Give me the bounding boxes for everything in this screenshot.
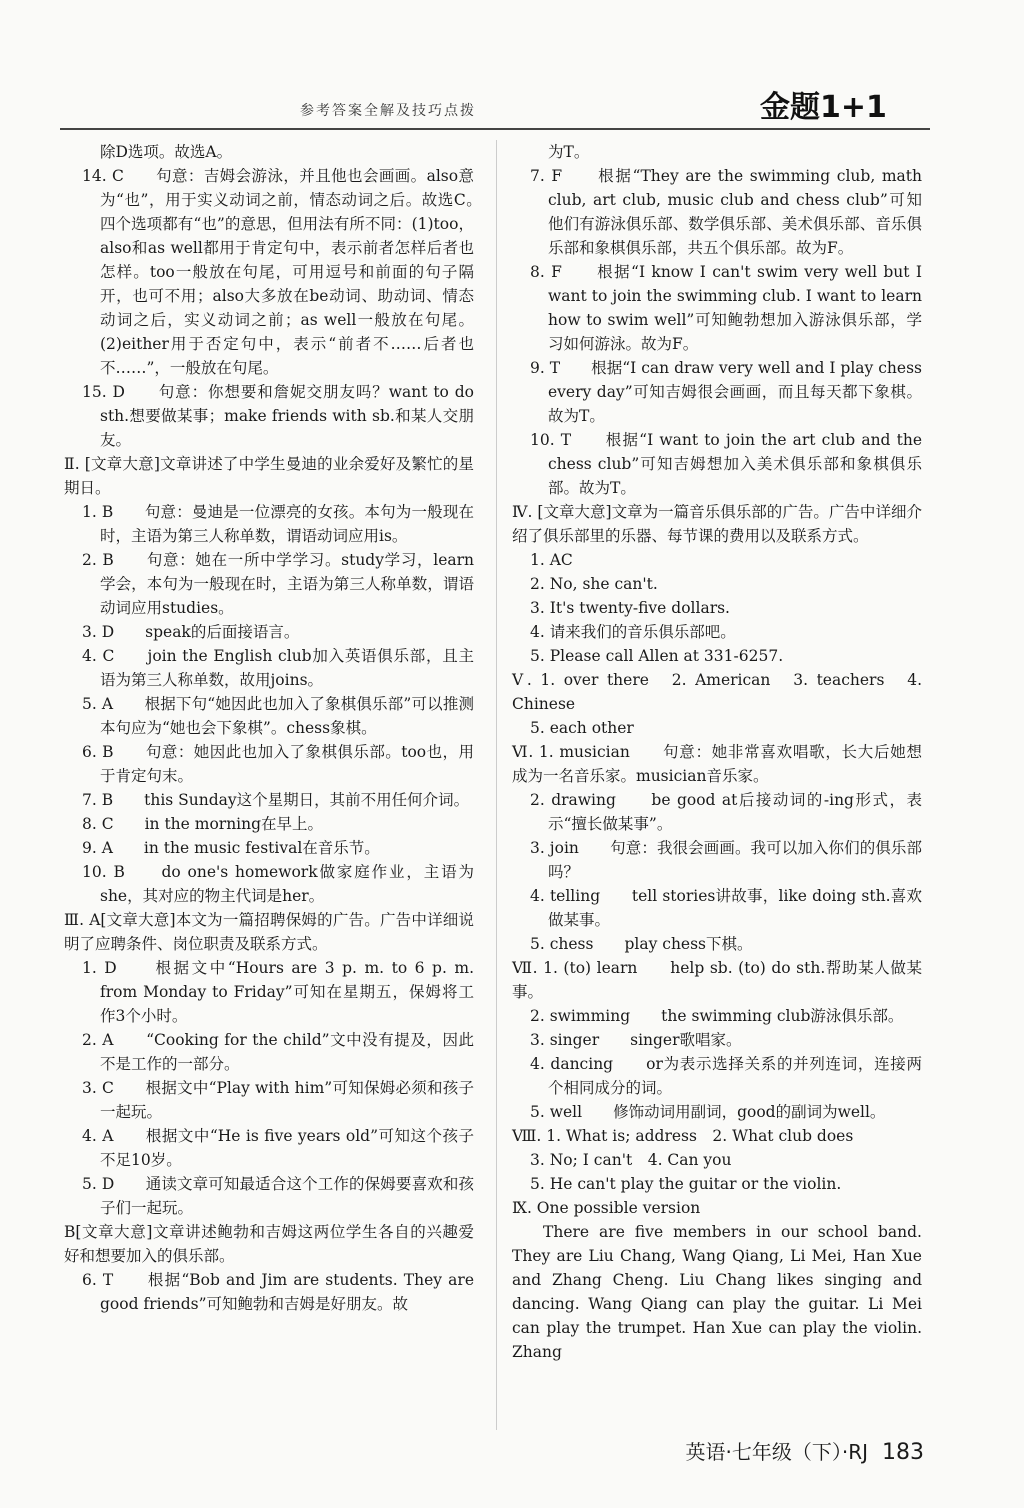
answer-item: 6. B 句意：她因此也加入了象棋俱乐部。too也，用于肯定句末。 [82, 743, 474, 785]
section-heading: Ⅸ. One possible version [512, 1199, 701, 1217]
answer-item: 6. T 根据“Bob and Jim are students. They are good friends”可知鲍勃和吉姆是好朋友。故 [82, 1271, 474, 1313]
answer-item: 10. T 根据“I want to join the art club and the chess club”可知吉姆想加入美术俱乐部和象棋俱乐部。故为T。 [530, 431, 922, 497]
section-heading: Ⅶ. 1. (to) learn help sb. (to) do sth.帮助某人做某事。 [512, 959, 922, 1001]
answer-item: 2. B 句意：她在一所中学学习。study学习，learn学会，本句为一般现在时，主语为第三人称单数，谓语动词应用studies。 [82, 551, 474, 617]
answer-item: 4. dancing or为表示选择关系的并列连词，连接两个相同成分的词。 [530, 1055, 922, 1097]
section-heading: Ⅵ. 1. musician 句意：她非常喜欢唱歌，长大后她想成为一名音乐家。musician音乐家。 [512, 743, 922, 785]
answer-item: 4. 请来我们的音乐俱乐部吧。 [530, 623, 736, 641]
header-rule [60, 128, 930, 130]
answer-item: 4. telling tell stories讲故事，like doing sth.喜欢做某事。 [530, 887, 922, 929]
answer-item: 4. A 根据文中“He is five years old”可知这个孩子不足10岁。 [82, 1127, 474, 1169]
answer-item: 5. well 修饰动词用副词，good的副词为well。 [530, 1103, 886, 1121]
answer-item: 3. D speak的后面接语言。 [82, 623, 300, 641]
answer-item: 2. drawing be good at后接动词的-ing形式，表示“擅长做某事”。 [530, 791, 922, 833]
section-heading: Ⅲ. A[文章大意]本文为一篇招聘保姆的广告。广告中详细说明了应聘条件、岗位职责及联系方式。 [64, 911, 474, 953]
answer-item: 2. A “Cooking for the child”文中没有提及，因此不是工作的一部分。 [82, 1031, 474, 1073]
section-heading: Ⅷ. 1. What is; address 2. What club does [512, 1127, 854, 1145]
answer-item: 3. C 根据文中“Play with him”可知保姆必须和孩子一起玩。 [82, 1079, 474, 1121]
answer-item: 5. D 通读文章可知最适合这个工作的保姆要喜欢和孩子们一起玩。 [82, 1175, 474, 1217]
answer-item: 15. D 句意：你想要和詹妮交朋友吗？want to do sth.想要做某事；make friends with sb.和某人交朋友。 [82, 383, 474, 449]
answer-item: 3. It's twenty-five dollars. [530, 599, 730, 617]
section-heading: Ⅴ. 1. over there 2. American 3. teachers 4. Chinese [512, 671, 922, 713]
answer-item: 3. join 句意：我很会画画。我可以加入你们的俱乐部吗？ [530, 839, 922, 881]
answer-item: 5. A 根据下句“她因此也加入了象棋俱乐部”可以推测本句应为“她也会下象棋”。chess象棋。 [82, 695, 474, 737]
answer-item: 5. chess play chess下棋。 [530, 935, 753, 953]
page-header [0, 0, 1024, 140]
answer-item: 9. T 根据“I can draw very well and I play chess every day”可知吉姆很会画画，而且每天都下象棋。故为T。 [530, 359, 922, 425]
answer-item: 3. No; I can't 4. Can you [530, 1151, 732, 1169]
answer-item: 1. AC [530, 551, 573, 569]
answer-item: 3. singer singer歌唱家。 [530, 1031, 742, 1049]
page-footer [685, 1436, 924, 1465]
answer-item: 5. Please call Allen at 331-6257. [530, 647, 784, 665]
continued-text: 除D选项。故选A。 [100, 143, 233, 161]
brand-logo: 金题1+1 [760, 90, 887, 125]
footer-label: 英语·七年级（下）·RJ [685, 1440, 868, 1464]
answer-item: 5. each other [530, 719, 634, 737]
section-heading: Ⅳ. [文章大意]文章为一篇音乐俱乐部的广告。广告中详细介绍了俱乐部里的乐器、每节课的费用以及联系方式。 [512, 503, 922, 545]
answer-item: 2. swimming the swimming club游泳俱乐部。 [530, 1007, 904, 1025]
continued-text: 为T。 [548, 143, 590, 161]
answer-item: 7. B this Sunday这个星期日，其前不用任何介词。 [82, 791, 470, 809]
answer-item: 7. F 根据“They are the swimming club, math club, art club, music club and chess club”可知他们有游泳俱乐部、数学俱乐部、美术俱乐部、音乐俱乐部和象棋俱乐部，共五个俱乐部。故为F。 [530, 167, 922, 257]
right-column [512, 140, 922, 1428]
section-heading: B[文章大意]文章讲述鲍勃和吉姆这两位学生各自的兴趣爱好和想要加入的俱乐部。 [64, 1223, 474, 1265]
answer-item: 14. C 句意：吉姆会游泳，并且他也会画画。also意为“也”，用于实义动词之前，情态动词之后。故选C。 四个选项都有“也”的意思，但用法有所不同：(1)too，also和as well都用于肯定句中，表示前者怎样后者也怎样。too一般放在句尾，可用逗号和前面的句子隔开，也可不用；also大多放在be动词、助动词、情态动词之后，实义动词之前；as well一般放在句尾。(2)either用于否定句中，表示“前者不……后者也不……”，一般放在句尾。 [82, 167, 490, 377]
left-column [64, 140, 490, 1428]
answer-item: 2. No, she can't. [530, 575, 658, 593]
answer-item: 9. A in the music festival在音乐节。 [82, 839, 380, 857]
answer-item: 1. B 句意：曼迪是一位漂亮的女孩。本句为一般现在时，主语为第三人称单数，谓语动词应用is。 [82, 503, 474, 545]
answer-item: 8. C in the morning在早上。 [82, 815, 324, 833]
header-subtitle: 参考答案全解及技巧点拨 [300, 103, 476, 119]
answer-item: 8. F 根据“I know I can't swim very well but I want to join the swimming club. I want to learn how to swim well”可知鲍勃想加入游泳俱乐部，学习如何游泳。故为F。 [530, 263, 922, 353]
answer-item: 4. C join the English club加入英语俱乐部，且主语为第三人称单数，故用joins。 [82, 647, 474, 689]
answer-item: 5. He can't play the guitar or the violin. [530, 1175, 842, 1193]
column-divider [496, 140, 497, 1430]
page-number: 183 [882, 1440, 924, 1465]
answer-item: 10. B do one's homework做家庭作业，主语为she，其对应的物主代词是her。 [82, 863, 474, 905]
essay-text: There are five members in our school band. They are Liu Chang, Wang Qiang, Li Mei, Han Xue and Zhang Cheng. Liu Chang likes singing and dancing. Wang Qiang can play the guitar. Li Mei can play the trumpet. Han Xue can play the violin. Zhang [512, 1223, 922, 1361]
answer-item: 1. D 根据文中“Hours are 3 p. m. to 6 p. m. from Monday to Friday”可知在星期五，保姆将工作3个小时。 [82, 959, 474, 1025]
section-heading: Ⅱ. [文章大意]文章讲述了中学生曼迪的业余爱好及繁忙的星期日。 [64, 455, 474, 497]
